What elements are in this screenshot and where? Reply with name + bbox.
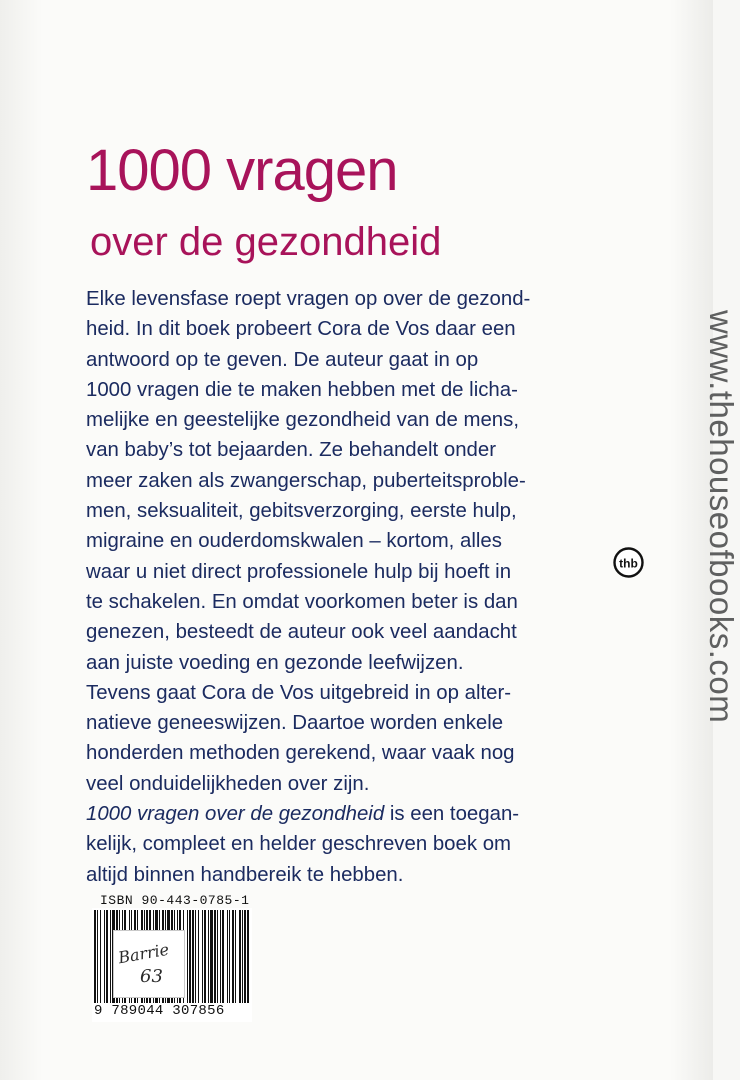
barcode-bar (217, 910, 218, 1004)
blurb-line: 1000 vragen die te maken hebben met de licha- (86, 378, 518, 401)
barcode-bar (94, 910, 96, 1004)
closing-line: kelijk, compleet en helder geschreven boek om (86, 833, 512, 856)
blurb-line: antwoord op te geven. De auteur gaat in op (86, 348, 479, 371)
barcode-bar (242, 910, 243, 1004)
blurb-line: Tevens gaat Cora de Vos uitgebreid in op alter- (86, 681, 512, 704)
barcode-bar (214, 910, 216, 1004)
barcode-bar (192, 910, 194, 1004)
barcode-number: 9 789044 307856 (94, 1003, 252, 1019)
closing-line: altijd binnen handbereik te hebben. (86, 863, 404, 886)
barcode-bar (247, 910, 249, 1004)
barcode-bar (202, 910, 203, 1004)
barcode-bar (235, 910, 236, 1004)
blurb-line: Elke levensfase roept vragen op over de gezond- (86, 288, 531, 310)
barcode-bar (110, 910, 111, 1004)
barcode-bar (239, 910, 241, 1004)
publisher-logo-icon (613, 547, 644, 578)
barcode-bar (106, 910, 108, 1004)
blurb-line: melijke en geestelijke gezondheid van de mens, (86, 409, 520, 432)
blurb-line: van baby’s tot bejaarden. Ze behandelt onder (86, 439, 497, 462)
handwritten-note-line-1: Barrie (116, 939, 171, 968)
blurb-text (86, 284, 611, 890)
handwritten-note-line-2: 63 (140, 966, 163, 987)
barcode-bar (220, 910, 221, 1004)
barcode-bar (222, 910, 224, 1004)
blurb-line: te schakelen. En omdat voorkomen beter is dan (86, 590, 518, 613)
barcode-bar (229, 910, 230, 1004)
barcode-bar (198, 910, 199, 1004)
barcode-bar (97, 910, 98, 1004)
barcode-bar (187, 910, 188, 1004)
book-title-italic: 1000 vragen over de gezondheid (86, 803, 385, 826)
blurb-line: natieve geneeswijzen. Daartoe worden enkele (86, 712, 504, 735)
barcode-bar (227, 910, 228, 1004)
barcode-bar (104, 910, 105, 1004)
blurb-line: veel onduidelijkheden over zijn. (86, 772, 370, 795)
title-line-1: 1000 vragen (86, 138, 398, 203)
barcode-bar (204, 910, 206, 1004)
barcode-bar (195, 910, 196, 1004)
blurb-line: honderden methoden gerekend, waar vaak nog (86, 742, 515, 765)
barcode-bar (208, 910, 209, 1004)
barcode-bar (210, 910, 213, 1004)
barcode-bar (189, 910, 191, 1004)
barcode-bar (232, 910, 234, 1004)
blurb-line: heid. In dit boek probeert Cora de Vos daar een (86, 318, 516, 341)
blurb-line: men, seksualiteit, gebitsverzorging, eerste hulp, (86, 500, 517, 523)
barcode-bar (100, 910, 101, 1004)
barcode-bar (244, 910, 246, 1004)
blurb-line: meer zaken als zwangerschap, puberteitsproble- (86, 469, 526, 492)
blurb-line: migraine en ouderdomskwalen – kortom, alles (86, 530, 502, 553)
publisher-url: www.thehouseofbooks.com (703, 310, 740, 724)
blurb-line: genezen, besteedt de auteur ook veel aandacht (86, 621, 517, 644)
publisher-logo-text: thb (619, 556, 638, 571)
title-line-2: over de gezondheid (90, 220, 442, 264)
closing-line-rest: is een toegan- (384, 803, 520, 826)
blurb-line: aan juiste voeding en gezonde leefwijzen. (86, 651, 464, 674)
blurb-line: waar u niet direct professionele hulp bij hoeft in (86, 560, 512, 583)
closing-line (86, 799, 611, 829)
isbn-label: ISBN 90-443-0785-1 (100, 893, 250, 908)
